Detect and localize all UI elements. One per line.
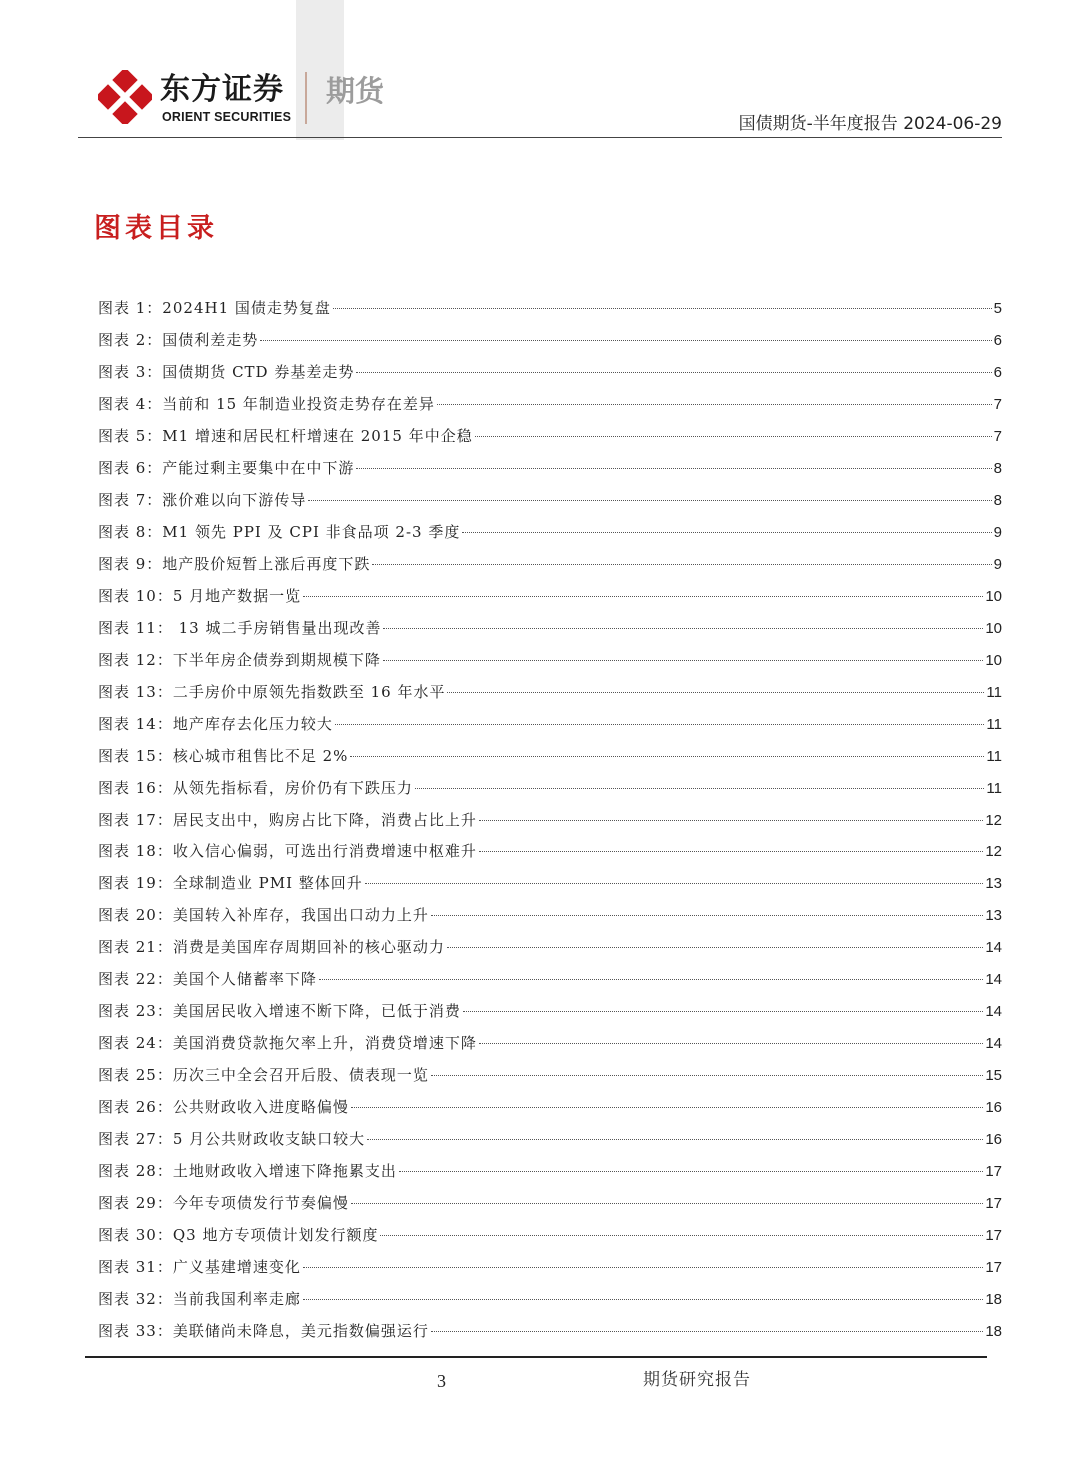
toc-dot-leader [479, 1043, 983, 1044]
toc-dot-leader [383, 660, 983, 661]
toc-entry[interactable] [98, 871, 1002, 903]
toc-entry-page: 9 [993, 555, 1002, 573]
header-divider [78, 137, 1002, 138]
toc-entry-page: 11 [986, 747, 1002, 765]
toc-entry[interactable] [98, 1127, 1002, 1159]
toc-entry-label: 图表 5：M1 增速和居民杠杆增速在 2015 年中企稳 [98, 426, 473, 445]
toc-entry-page: 16 [985, 1099, 1002, 1117]
toc-entry-label: 图表 7：涨价难以向下游传导 [98, 490, 307, 509]
toc-dot-leader [415, 788, 985, 789]
toc-dot-leader [479, 820, 983, 821]
toc-entry-label: 图表 16：从领先指标看，房价仍有下跌压力 [98, 778, 413, 797]
toc-entry-page: 12 [985, 843, 1002, 861]
header-gray-band [296, 0, 344, 140]
toc-dot-leader [350, 756, 984, 757]
toc-entry-label: 图表 27：5 月公共财政收支缺口较大 [98, 1130, 366, 1149]
toc-dot-leader [462, 532, 991, 533]
toc-dot-leader [356, 468, 991, 469]
toc-entry-label: 图表 21：消费是美国库存周期回补的核心驱动力 [98, 938, 445, 957]
toc-entry-label: 图表 9：地产股价短暂上涨后再度下跌 [98, 554, 371, 573]
toc-entry-label: 图表 29：今年专项债发行节奏偏慢 [98, 1194, 349, 1213]
toc-entry-label: 图表 3：国债期货 CTD 券基差走势 [98, 362, 355, 381]
toc-entry[interactable] [98, 1319, 1002, 1351]
toc-entry-label: 图表 20：美国转入补库存，我国出口动力上升 [98, 906, 429, 925]
toc-dot-leader [303, 596, 983, 597]
toc-entry[interactable] [98, 1159, 1002, 1191]
toc-entry-page: 11 [986, 683, 1002, 701]
toc-entry[interactable] [98, 360, 1002, 392]
toc-entry-label: 图表 32：当前我国利率走廊 [98, 1290, 301, 1309]
toc-entry-label: 图表 4：当前和 15 年制造业投资走势存在差异 [98, 394, 435, 413]
page-number: 3 [437, 1371, 446, 1391]
toc-entry-label: 图表 11： 13 城二手房销售量出现改善 [98, 618, 382, 637]
toc-entry[interactable] [98, 1191, 1002, 1223]
toc-entry[interactable] [98, 967, 1002, 999]
toc-entry-page: 11 [986, 715, 1002, 733]
toc-entry-page: 11 [986, 779, 1002, 797]
toc-list [98, 296, 1002, 1351]
toc-entry-label: 图表 14：地产库存去化压力较大 [98, 714, 333, 733]
toc-title: 图表目录 [94, 213, 218, 244]
orient-securities-logo-icon [98, 70, 152, 124]
toc-entry[interactable] [98, 776, 1002, 808]
toc-entry-label: 图表 26：公共财政收入进度略偏慢 [98, 1098, 349, 1117]
toc-entry-page: 17 [985, 1163, 1002, 1181]
toc-dot-leader [335, 724, 985, 725]
logo-english-name: ORIENT SECURITIES [162, 110, 292, 124]
toc-entry-label: 图表 31：广义基建增速变化 [98, 1258, 301, 1277]
toc-entry-label: 图表 25：历次三中全会召开后股、债表现一览 [98, 1066, 429, 1085]
toc-entry[interactable] [98, 328, 1002, 360]
logo-chinese-name: 东方证券 [160, 72, 284, 107]
toc-entry-page: 14 [985, 939, 1002, 957]
toc-entry-page: 13 [985, 875, 1002, 893]
toc-entry-label: 图表 15：核心城市租售比不足 2% [98, 746, 349, 765]
toc-entry-label: 图表 18：收入信心偏弱，可选出行消费增速中枢难升 [98, 842, 477, 861]
toc-entry[interactable] [98, 1095, 1002, 1127]
toc-entry[interactable] [98, 648, 1002, 680]
toc-dot-leader [479, 851, 983, 852]
toc-entry[interactable] [98, 584, 1002, 616]
toc-entry-page: 15 [985, 1067, 1002, 1085]
toc-entry[interactable] [98, 296, 1002, 328]
toc-entry-page: 8 [993, 459, 1002, 477]
toc-dot-leader [260, 340, 991, 341]
toc-entry-page: 13 [985, 907, 1002, 925]
toc-entry-label: 图表 1：2024H1 国债走势复盘 [98, 299, 331, 317]
toc-entry[interactable] [98, 903, 1002, 935]
toc-entry-label: 图表 30：Q3 地方专项债计划发行额度 [98, 1226, 379, 1245]
toc-entry[interactable] [98, 488, 1002, 520]
toc-entry[interactable] [98, 1287, 1002, 1319]
toc-dot-leader [399, 1171, 983, 1172]
toc-dot-leader [303, 1267, 983, 1268]
toc-entry[interactable] [98, 424, 1002, 456]
toc-entry[interactable] [98, 999, 1002, 1031]
toc-entry-page: 17 [985, 1259, 1002, 1277]
toc-entry-page: 10 [985, 651, 1002, 669]
toc-entry-page: 5 [993, 300, 1002, 317]
toc-entry-page: 18 [985, 1291, 1002, 1309]
toc-dot-leader [319, 979, 983, 980]
toc-entry-page: 14 [985, 1035, 1002, 1053]
toc-entry-page: 6 [993, 331, 1002, 349]
toc-entry[interactable] [98, 1031, 1002, 1063]
toc-entry-page: 14 [985, 1003, 1002, 1021]
toc-entry-label: 图表 23：美国居民收入增速不断下降，已低于消费 [98, 1002, 461, 1021]
toc-entry-page: 12 [985, 811, 1002, 829]
toc-dot-leader [383, 628, 983, 629]
logo-divider [305, 72, 307, 124]
toc-entry[interactable] [98, 616, 1002, 648]
division-name: 期货 [326, 74, 385, 108]
toc-dot-leader [463, 1011, 983, 1012]
toc-dot-leader [351, 1203, 983, 1204]
toc-dot-leader [447, 692, 984, 693]
toc-entry[interactable] [98, 712, 1002, 744]
toc-entry-page: 17 [985, 1195, 1002, 1213]
toc-dot-leader [372, 564, 991, 565]
toc-entry-label: 图表 12：下半年房企债券到期规模下降 [98, 650, 381, 669]
toc-entry[interactable] [98, 1223, 1002, 1255]
toc-entry-page: 10 [985, 587, 1002, 605]
toc-dot-leader [431, 915, 983, 916]
toc-entry-label: 图表 6：产能过剩主要集中在中下游 [98, 458, 355, 477]
toc-dot-leader [365, 883, 984, 884]
toc-entry-page: 7 [993, 427, 1002, 445]
toc-entry[interactable] [98, 456, 1002, 488]
toc-entry-page: 9 [993, 523, 1002, 541]
toc-entry-page: 14 [985, 971, 1002, 989]
toc-entry[interactable] [98, 680, 1002, 712]
toc-entry[interactable] [98, 935, 1002, 967]
toc-dot-leader [333, 308, 992, 309]
toc-dot-leader [380, 1235, 983, 1236]
toc-dot-leader [475, 436, 992, 437]
report-meta: 国债期货-半年度报告 2024-06-29 [738, 114, 1002, 134]
toc-entry-page: 17 [985, 1227, 1002, 1245]
toc-entry-label: 图表 8：M1 领先 PPI 及 CPI 非食品项 2-3 季度 [98, 522, 461, 541]
toc-entry-page: 18 [985, 1323, 1002, 1340]
toc-dot-leader [351, 1107, 983, 1108]
toc-entry-page: 8 [993, 491, 1002, 509]
toc-entry[interactable] [98, 520, 1002, 552]
toc-entry-page: 10 [985, 619, 1002, 637]
footer-label: 期货研究报告 [643, 1370, 751, 1390]
toc-entry-label: 图表 19：全球制造业 PMI 整体回升 [98, 874, 363, 893]
toc-dot-leader [308, 500, 991, 501]
toc-entry[interactable] [98, 552, 1002, 584]
footer-divider [85, 1356, 987, 1358]
toc-entry-label: 图表 33：美联储尚未降息，美元指数偏强运行 [98, 1322, 429, 1340]
toc-entry-label: 图表 13：二手房价中原领先指数跌至 16 年水平 [98, 682, 446, 701]
toc-dot-leader [356, 372, 991, 373]
toc-entry[interactable] [98, 808, 1002, 840]
toc-entry-label: 图表 10：5 月地产数据一览 [98, 586, 302, 605]
toc-entry[interactable] [98, 744, 1002, 776]
toc-entry-page: 7 [993, 395, 1002, 413]
toc-entry-label: 图表 24：美国消费贷款拖欠率上升，消费贷增速下降 [98, 1034, 477, 1053]
toc-entry[interactable] [98, 1063, 1002, 1095]
toc-entry[interactable] [98, 839, 1002, 871]
toc-entry-page: 6 [993, 363, 1002, 381]
toc-dot-leader [437, 404, 992, 405]
toc-entry-label: 图表 2：国债利差走势 [98, 330, 259, 349]
toc-dot-leader [431, 1075, 983, 1076]
toc-dot-leader [303, 1299, 983, 1300]
toc-entry-page: 16 [985, 1131, 1002, 1149]
toc-dot-leader [367, 1139, 983, 1140]
toc-dot-leader [431, 1331, 983, 1332]
toc-entry[interactable] [98, 1255, 1002, 1287]
toc-dot-leader [447, 947, 983, 948]
toc-entry-label: 图表 28：土地财政收入增速下降拖累支出 [98, 1162, 397, 1181]
toc-entry-label: 图表 17：居民支出中，购房占比下降，消费占比上升 [98, 810, 477, 829]
page-header [0, 0, 1080, 140]
toc-entry-label: 图表 22：美国个人储蓄率下降 [98, 970, 317, 989]
toc-entry[interactable] [98, 392, 1002, 424]
